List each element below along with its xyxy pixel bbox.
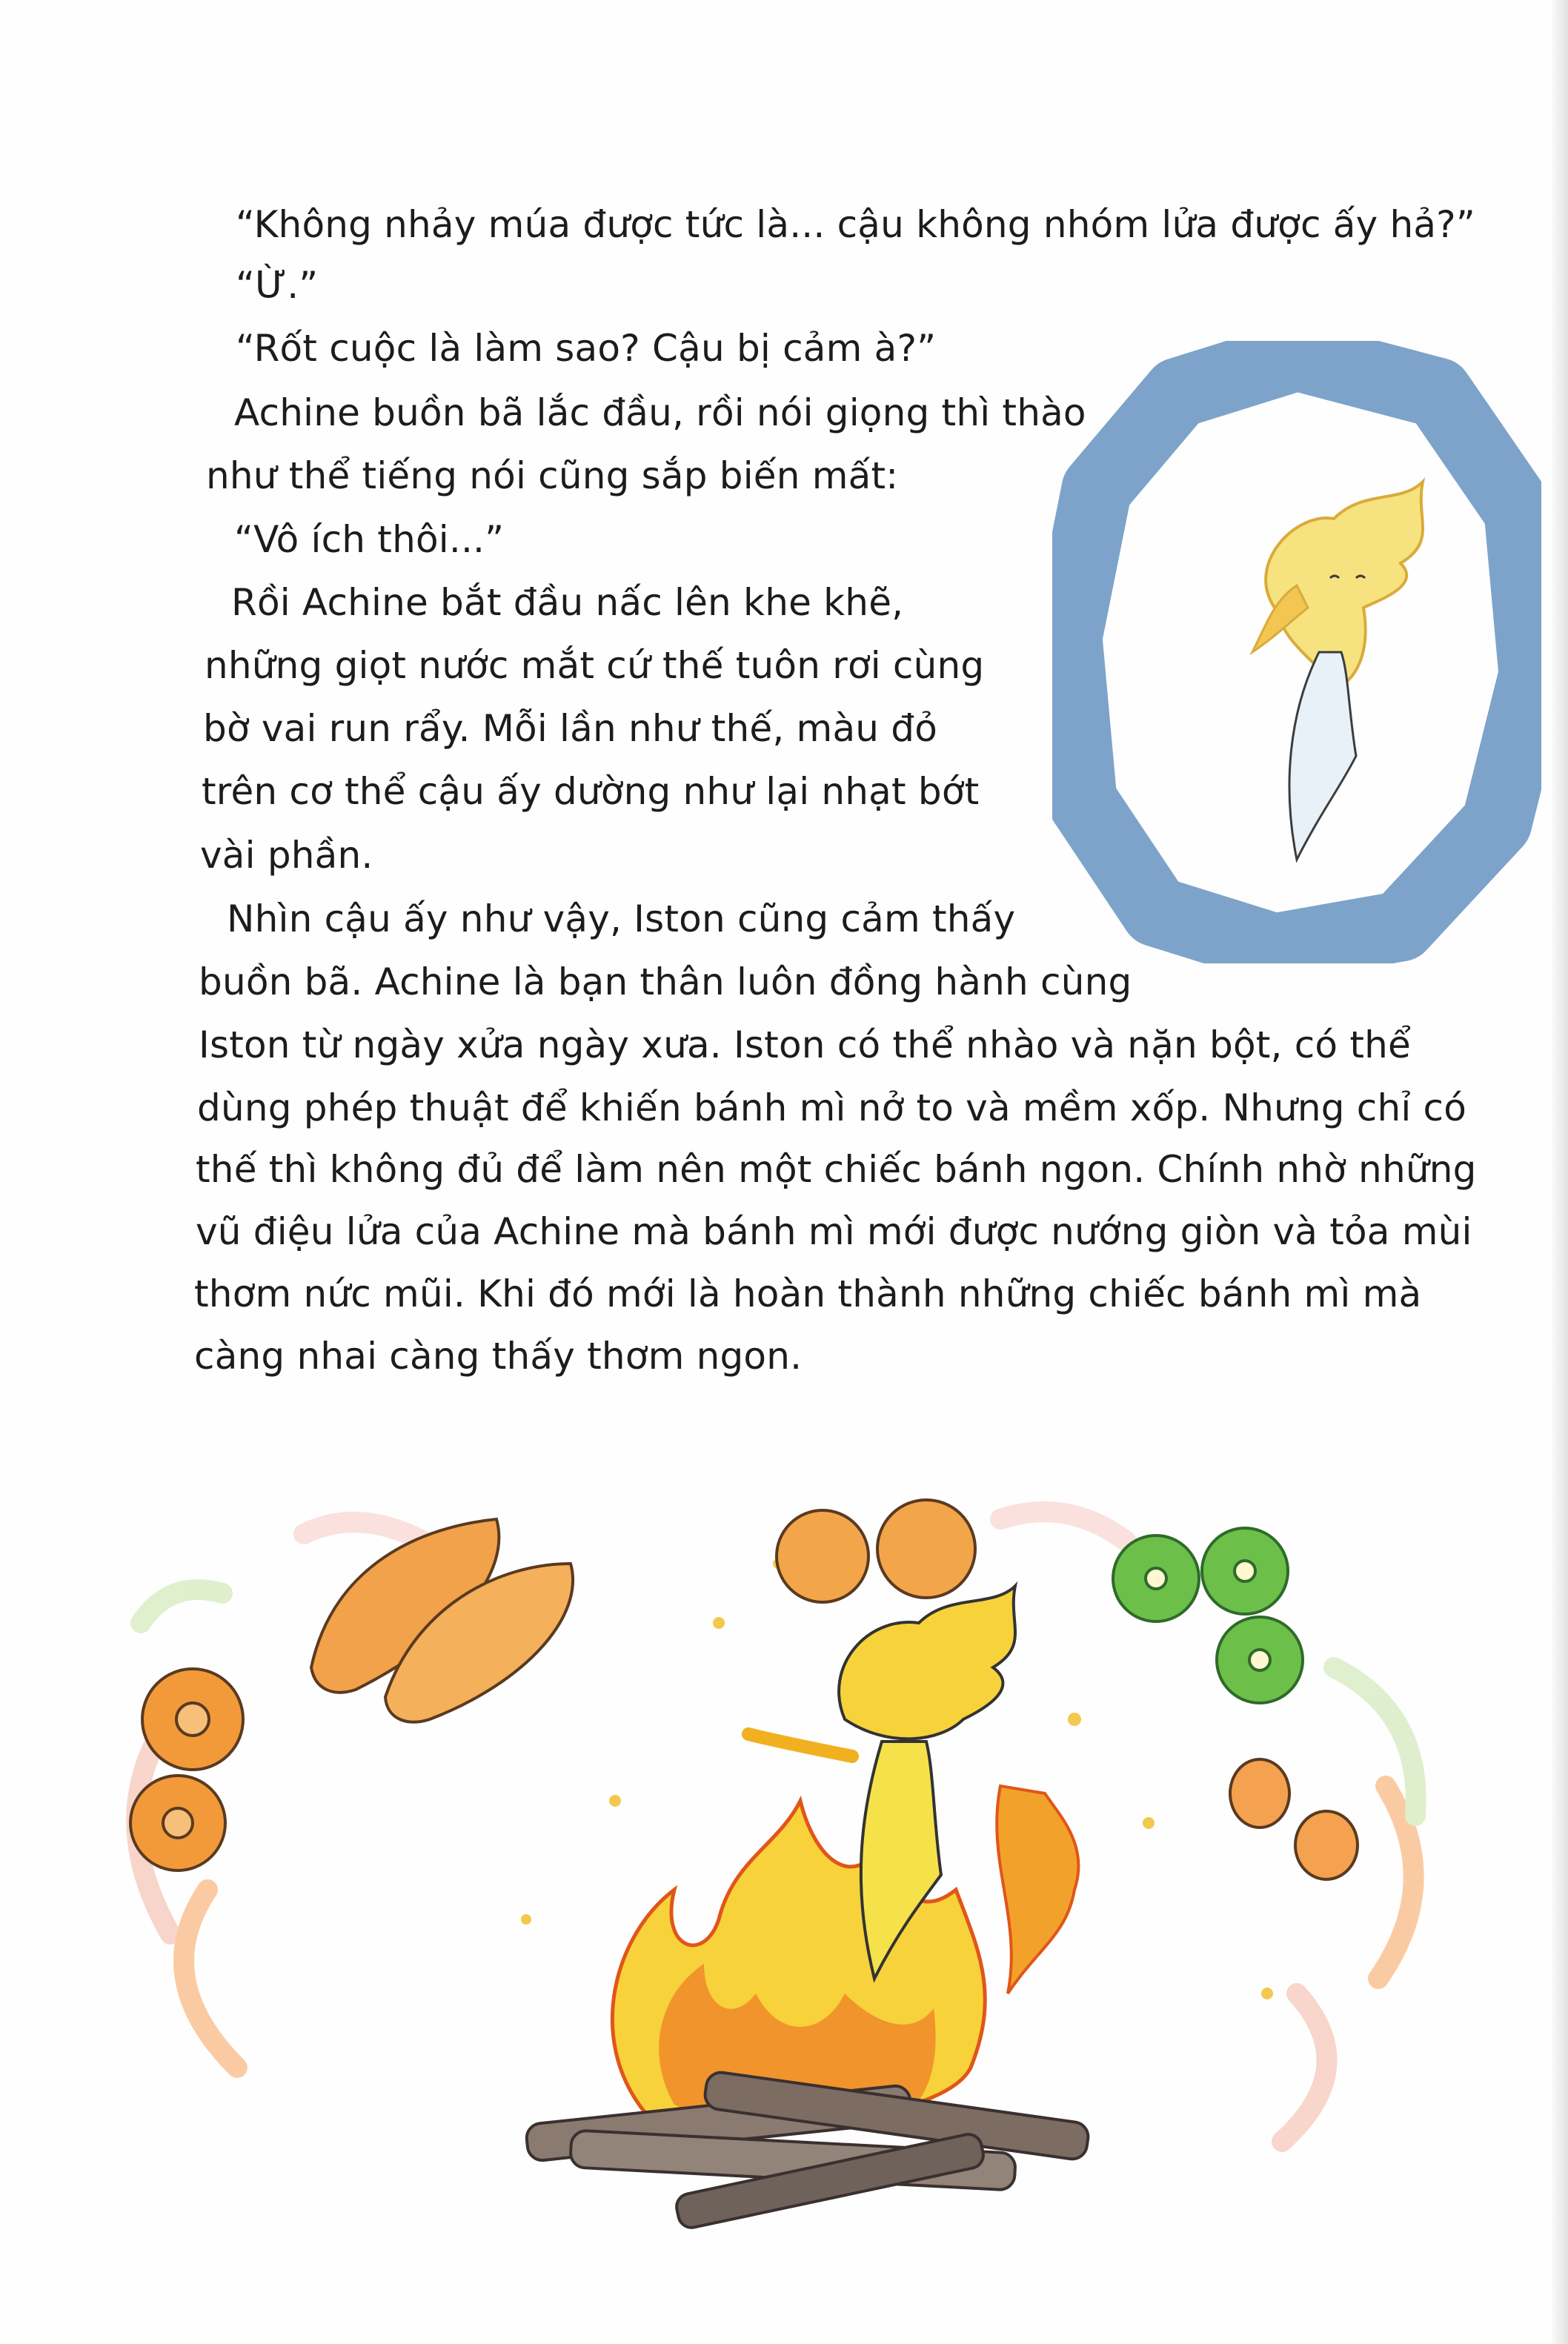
text-line-1: “Không nhảy múa được tức là... cậu không nhóm lửa được ấy hả?” <box>236 203 1476 246</box>
text-line-13: buồn bã. Achine là bạn thân luôn đồng hành cùng <box>199 960 1132 1003</box>
text-line-6: “Vô ích thôi...” <box>234 518 505 561</box>
text-line-5: như thể tiếng nói cũng sắp biến mất: <box>206 454 899 497</box>
text-line-10: trên cơ thể cậu ấy dường như lại nhạt bớt <box>202 770 980 813</box>
text-line-8: những giọt nước mắt cứ thế tuôn rơi cùng <box>205 644 985 687</box>
firewood-logs <box>525 2071 1090 2230</box>
text-line-4: Achine buồn bã lắc đầu, rồi nói giọng thì thào <box>234 391 1086 434</box>
text-line-11: vài phần. <box>200 834 373 877</box>
small-rolls <box>1230 1759 1358 1879</box>
text-line-3: “Rốt cuộc là làm sao? Cậu bị cảm à?” <box>236 327 937 370</box>
text-line-12: Nhìn cậu ấy như vậy, Iston cũng cảm thấy <box>227 897 1016 940</box>
text-line-14: Iston từ ngày xửa ngày xưa. Iston có thể nhào và nặn bột, có thể <box>199 1023 1411 1066</box>
campfire-bread-illustration <box>111 1475 1489 2245</box>
text-line-19: càng nhai càng thấy thơm ngon. <box>194 1335 803 1378</box>
round-buns <box>777 1500 975 1602</box>
page-edge-shadow <box>1552 0 1568 2344</box>
text-line-18: thơm nức mũi. Khi đó mới là hoàn thành những chiếc bánh mì mà <box>194 1272 1422 1315</box>
text-line-2: “Ừ.” <box>236 264 319 307</box>
achine-portrait-illustration <box>1052 341 1541 963</box>
baguettes <box>311 1519 573 1722</box>
text-line-15: dùng phép thuật để khiến bánh mì nở to và mềm xốp. Nhưng chỉ có <box>197 1086 1467 1129</box>
campfire-flames <box>612 1786 1078 2129</box>
green-melon-buns <box>1113 1528 1303 1703</box>
text-line-16: thế thì không đủ để làm nên một chiếc bánh ngon. Chính nhờ những <box>196 1148 1477 1191</box>
text-line-9: bờ vai run rẩy. Mỗi lần như thế, màu đỏ <box>203 707 938 750</box>
text-line-17: vũ điệu lửa của Achine mà bánh mì mới được nướng giòn và tỏa mùi <box>196 1210 1472 1253</box>
text-line-7: Rồi Achine bắt đầu nấc lên khe khẽ, <box>231 581 904 624</box>
pale-flame-spirit <box>1252 482 1423 860</box>
